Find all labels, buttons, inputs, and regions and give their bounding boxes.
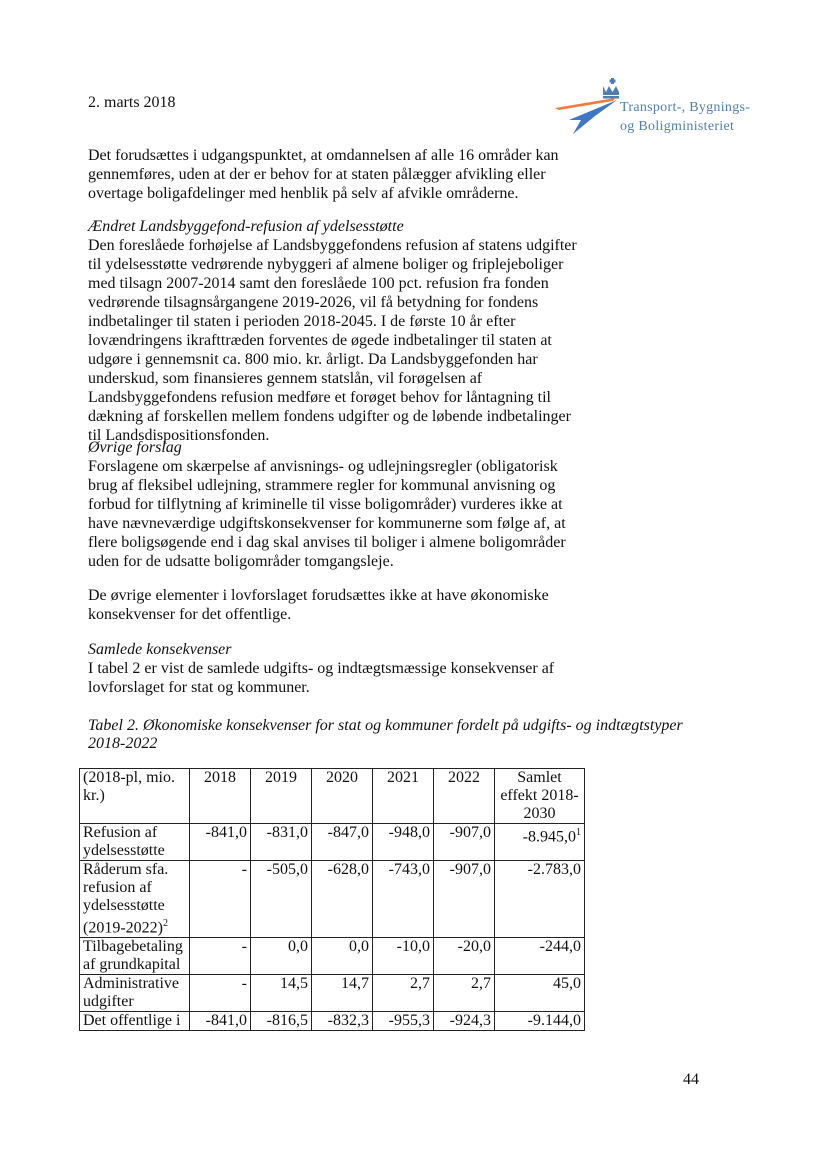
- section-heading: Øvrige forslag: [88, 439, 182, 456]
- section-other-proposals: [88, 438, 588, 571]
- consequences-table: [79, 768, 585, 1031]
- cell-value: -924,3: [434, 1012, 495, 1031]
- table-header-row: [80, 769, 585, 824]
- year-header: 2019: [251, 769, 312, 824]
- section-heading: Samlede konsekvenser: [88, 641, 232, 658]
- section-heading: Ændret Landsbyggefond-refusion af ydelsesstøtte: [88, 218, 404, 235]
- cell-total: -8.945,0$^1$: [495, 824, 585, 861]
- row-label: Det offentlige i: [80, 1012, 190, 1031]
- ministry-name-line1: Transport-, Bygnings-: [620, 100, 751, 115]
- row-label: Refusion af ydelsesstøtte: [80, 824, 190, 861]
- other-elements-paragraph: De øvrige elementer i lovforslaget forudsættes ikke at have økonomiske konsekvenser for det offentlige.: [88, 587, 549, 623]
- year-header: 2018: [190, 769, 251, 824]
- cell-value: -: [190, 975, 251, 1012]
- cell-value: -841,0: [190, 1012, 251, 1031]
- year-header: 2020: [312, 769, 373, 824]
- ministry-logo: [555, 76, 775, 142]
- cell-value: -948,0: [373, 824, 434, 861]
- table-row: [80, 1012, 585, 1031]
- cell-value: -: [190, 938, 251, 975]
- cell-value: -907,0: [434, 861, 495, 938]
- cell-value: 0,0: [251, 938, 312, 975]
- table-row: [80, 938, 585, 975]
- footnote-ref: 1: [576, 827, 581, 838]
- intro-paragraph: Det forudsættes i udgangspunktet, at omdannelsen af alle 16 områder kan gennemføres, uden at der er behov for at staten pålægger afvikling eller overtage boligafdelinger med henblik på selv af afvikle områderne.: [88, 147, 559, 202]
- ministry-name-line2: og Boligministeriet: [620, 119, 735, 134]
- cell-total: -244,0: [495, 938, 585, 975]
- cell-value: -10,0: [373, 938, 434, 975]
- section-total-consequences: [88, 640, 588, 697]
- cell-value: 0,0: [312, 938, 373, 975]
- cell-total: -9.144,0: [495, 1012, 585, 1031]
- section-refusion: [88, 217, 588, 445]
- unit-header: (2018-pl, mio. kr.): [80, 769, 190, 824]
- total-header: Samlet effekt 2018-2030: [495, 769, 585, 824]
- table-row: [80, 975, 585, 1012]
- row-label: Administrative udgifter: [80, 975, 190, 1012]
- table-row: [80, 824, 585, 861]
- row-label: Råderum sfa. refusion af ydelsesstøtte (2019-2022)$^2$: [80, 861, 190, 938]
- cell-value: -907,0: [434, 824, 495, 861]
- table-caption: Tabel 2. Økonomiske konsekvenser for stat og kommuner fordelt på udgifts- og indtægtstyper 2018-2022: [88, 717, 683, 752]
- cell-value: 14,5: [251, 975, 312, 1012]
- year-header: 2021: [373, 769, 434, 824]
- section-body: I tabel 2 er vist de samlede udgifts- og indtægtsmæssige konsekvenser af lovforslaget for stat og kommuner.: [88, 660, 555, 696]
- section-body: Forslagene om skærpelse af anvisnings- og udlejningsregler (obligatorisk brug af fleksibel udlejning, strammere regler for kommunal anvisning og forbud for tilflytning af kriminelle til visse boligområder) vurderes ikke at have nævneværdige udgiftskonsekvenser for kommunerne som følge af, at flere boligsøgende end i dag skal anvises til boliger i almene boligområder uden for de udsatte boligområder tomgangsleje.: [88, 458, 566, 570]
- row-label: Tilbagebetaling af grundkapital: [80, 938, 190, 975]
- cell-value: -831,0: [251, 824, 312, 861]
- cell-total: 45,0: [495, 975, 585, 1012]
- cell-total: -2.783,0: [495, 861, 585, 938]
- section-body: Den foreslåede forhøjelse af Landsbyggefondens refusion af statens udgifter til ydelsesstøtte vedrørende nybyggeri af almene boliger og friplejeboliger med tilsagn 2007-2014 samt den foreslåede 100 pct. refusion fra fonden vedrørende tilsagnsårgangene 2019-2026, vil få betydning for fondens indbetalinger til staten i perioden 2018-2045. I de første 10 år efter lovændringens ikrafttræden forventes de øgede indbetalinger til staten at udgøre i gennemsnit ca. 800 mio. kr. årligt. Da Landsbyggefonden har underskud, som finansieres gennem statslån, vil forøgelsen af Landsbyggefondens refusion medføre et forøget behov for låntagning til dækning af forskellen mellem fondens udgifter og de løbende indbetalinger til Landsdispositionsfonden.: [88, 237, 577, 444]
- arrow-swoosh-icon: [555, 76, 621, 142]
- cell-value: -841,0: [190, 824, 251, 861]
- cell-value: -628,0: [312, 861, 373, 938]
- cell-value: 14,7: [312, 975, 373, 1012]
- year-header: 2022: [434, 769, 495, 824]
- cell-value: -816,5: [251, 1012, 312, 1031]
- cell-value: -847,0: [312, 824, 373, 861]
- cell-value: -505,0: [251, 861, 312, 938]
- cell-value: -20,0: [434, 938, 495, 975]
- cell-value: 2,7: [434, 975, 495, 1012]
- cell-value: -743,0: [373, 861, 434, 938]
- table-row: [80, 861, 585, 938]
- page-number: 44: [683, 1071, 699, 1088]
- cell-value: -832,3: [312, 1012, 373, 1031]
- document-date: 2. marts 2018: [88, 94, 176, 111]
- cell-value: -: [190, 861, 251, 938]
- cell-value: 2,7: [373, 975, 434, 1012]
- footnote-ref: 2: [162, 918, 168, 929]
- cell-value: -955,3: [373, 1012, 434, 1031]
